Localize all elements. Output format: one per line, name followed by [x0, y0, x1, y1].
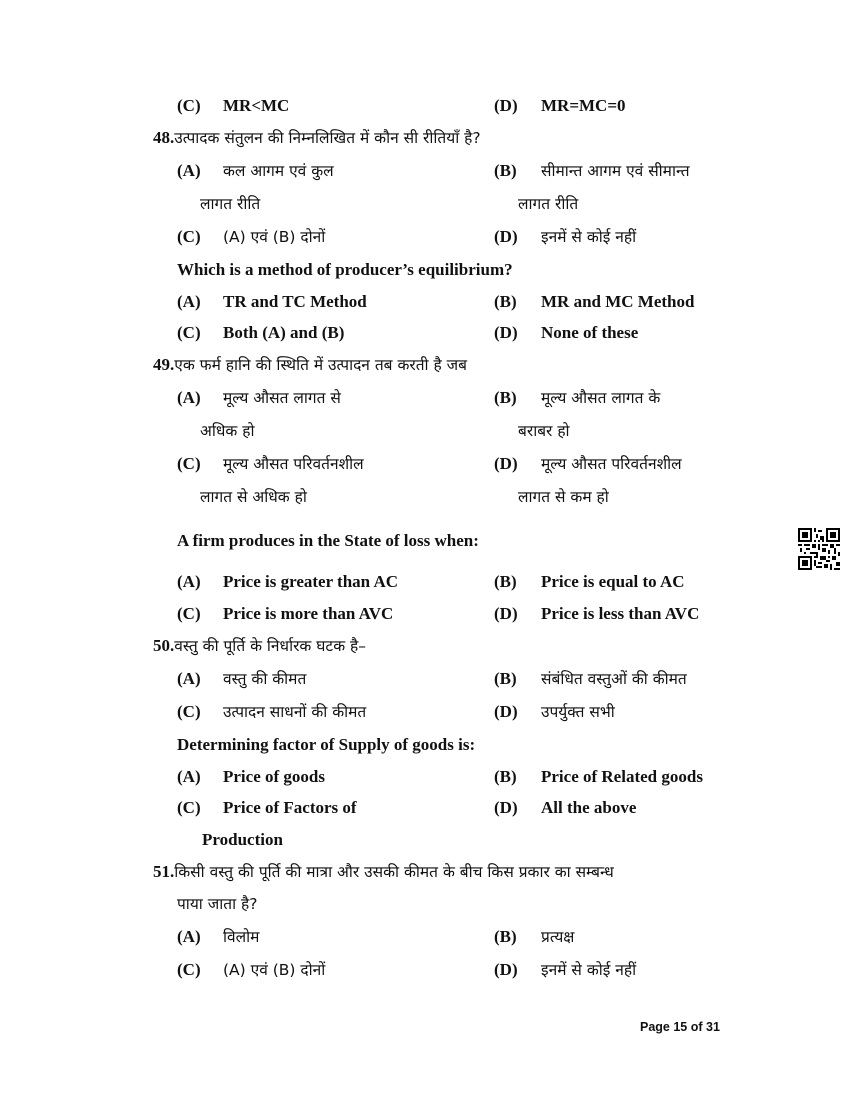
qr-code-icon [798, 528, 840, 570]
q48-hindi-option-a: (A) कल आगम एवं कुल [177, 161, 334, 180]
q48-hindi-option-d: (D) इनमें से कोई नहीं [494, 227, 637, 246]
q50-english-option-d: (D) All the above [494, 798, 637, 817]
q49-english-option-d: (D) Price is less than AVC [494, 604, 700, 623]
q48-hindi-option-c: (C) (A) एवं (B) दोनों [177, 227, 326, 246]
q49-english-option-c: (C) Price is more than AVC [177, 604, 394, 623]
q49-hindi-option-c: (C) मूल्य औसत परिवर्तनशील [177, 454, 364, 473]
q51-hindi-option-c: (C) (A) एवं (B) दोनों [177, 960, 326, 979]
question-51-hindi: 51.किसी वस्तु की पूर्ति की मात्रा और उसकी कीमत के बीच किस प्रकार का सम्बन्ध [153, 862, 614, 881]
question-49-hindi: 49.एक फर्म हानि की स्थिति में उत्पादन तब करती है जब [153, 355, 467, 374]
q49-hindi-option-d-cont: लागत से कम हो [518, 488, 609, 506]
q49-hindi-option-b: (B) मूल्य औसत लागत के [494, 388, 661, 407]
q49-hindi-option-c-cont: लागत से अधिक हो [200, 488, 307, 506]
q49-hindi-option-a: (A) मूल्य औसत लागत से [177, 388, 341, 407]
q49-hindi-option-b-cont: बराबर हो [518, 422, 570, 440]
q48-hindi-option-a-cont: लागत रीति [200, 195, 261, 213]
page-number: Page 15 of 31 [640, 1020, 720, 1034]
q49-english-option-a: (A) Price is greater than AC [177, 572, 398, 591]
q50-hindi-option-d: (D) उपर्युक्त सभी [494, 702, 615, 721]
q48-english-option-a: (A) TR and TC Method [177, 292, 367, 311]
question-51-hindi-cont: पाया जाता है? [177, 895, 258, 913]
q48-english-option-b: (B) MR and MC Method [494, 292, 695, 311]
question-49-english: A firm produces in the State of loss when: [177, 531, 479, 550]
q48-hindi-option-b-cont: लागत रीति [518, 195, 579, 213]
q49-hindi-option-d: (D) मूल्य औसत परिवर्तनशील [494, 454, 682, 473]
q51-hindi-option-b: (B) प्रत्यक्ष [494, 927, 575, 946]
q50-hindi-option-c: (C) उत्पादन साधनों की कीमत [177, 702, 367, 721]
q50-english-option-c: (C) Price of Factors of [177, 798, 357, 817]
q50-english-option-b: (B) Price of Related goods [494, 767, 703, 786]
question-50-english: Determining factor of Supply of goods is: [177, 735, 476, 754]
q51-hindi-option-d: (D) इनमें से कोई नहीं [494, 960, 637, 979]
q50-english-option-c-cont: Production [202, 830, 283, 849]
q51-hindi-option-a: (A) विलोम [177, 927, 260, 946]
q48-english-option-c: (C) Both (A) and (B) [177, 323, 345, 342]
q48-hindi-option-b: (B) सीमान्त आगम एवं सीमान्त [494, 161, 690, 180]
q48-english-option-d: (D) None of these [494, 323, 639, 342]
option-d: (D) MR=MC=0 [494, 96, 626, 115]
q50-hindi-option-b: (B) संबंधित वस्तुओं की कीमत [494, 669, 687, 688]
q50-english-option-a: (A) Price of goods [177, 767, 325, 786]
q49-hindi-option-a-cont: अधिक हो [200, 422, 255, 440]
option-c: (C) MR<MC [177, 96, 290, 115]
q50-hindi-option-a: (A) वस्तु की कीमत [177, 669, 307, 688]
question-48-hindi: 48.उत्पादक संतुलन की निम्नलिखित में कौन सी रीतियाँ है? [153, 128, 481, 147]
q49-english-option-b: (B) Price is equal to AC [494, 572, 685, 591]
question-48-english: Which is a method of producer’s equilibrium? [177, 260, 513, 279]
question-50-hindi: 50.वस्तु की पूर्ति के निर्धारक घटक है– [153, 636, 367, 655]
